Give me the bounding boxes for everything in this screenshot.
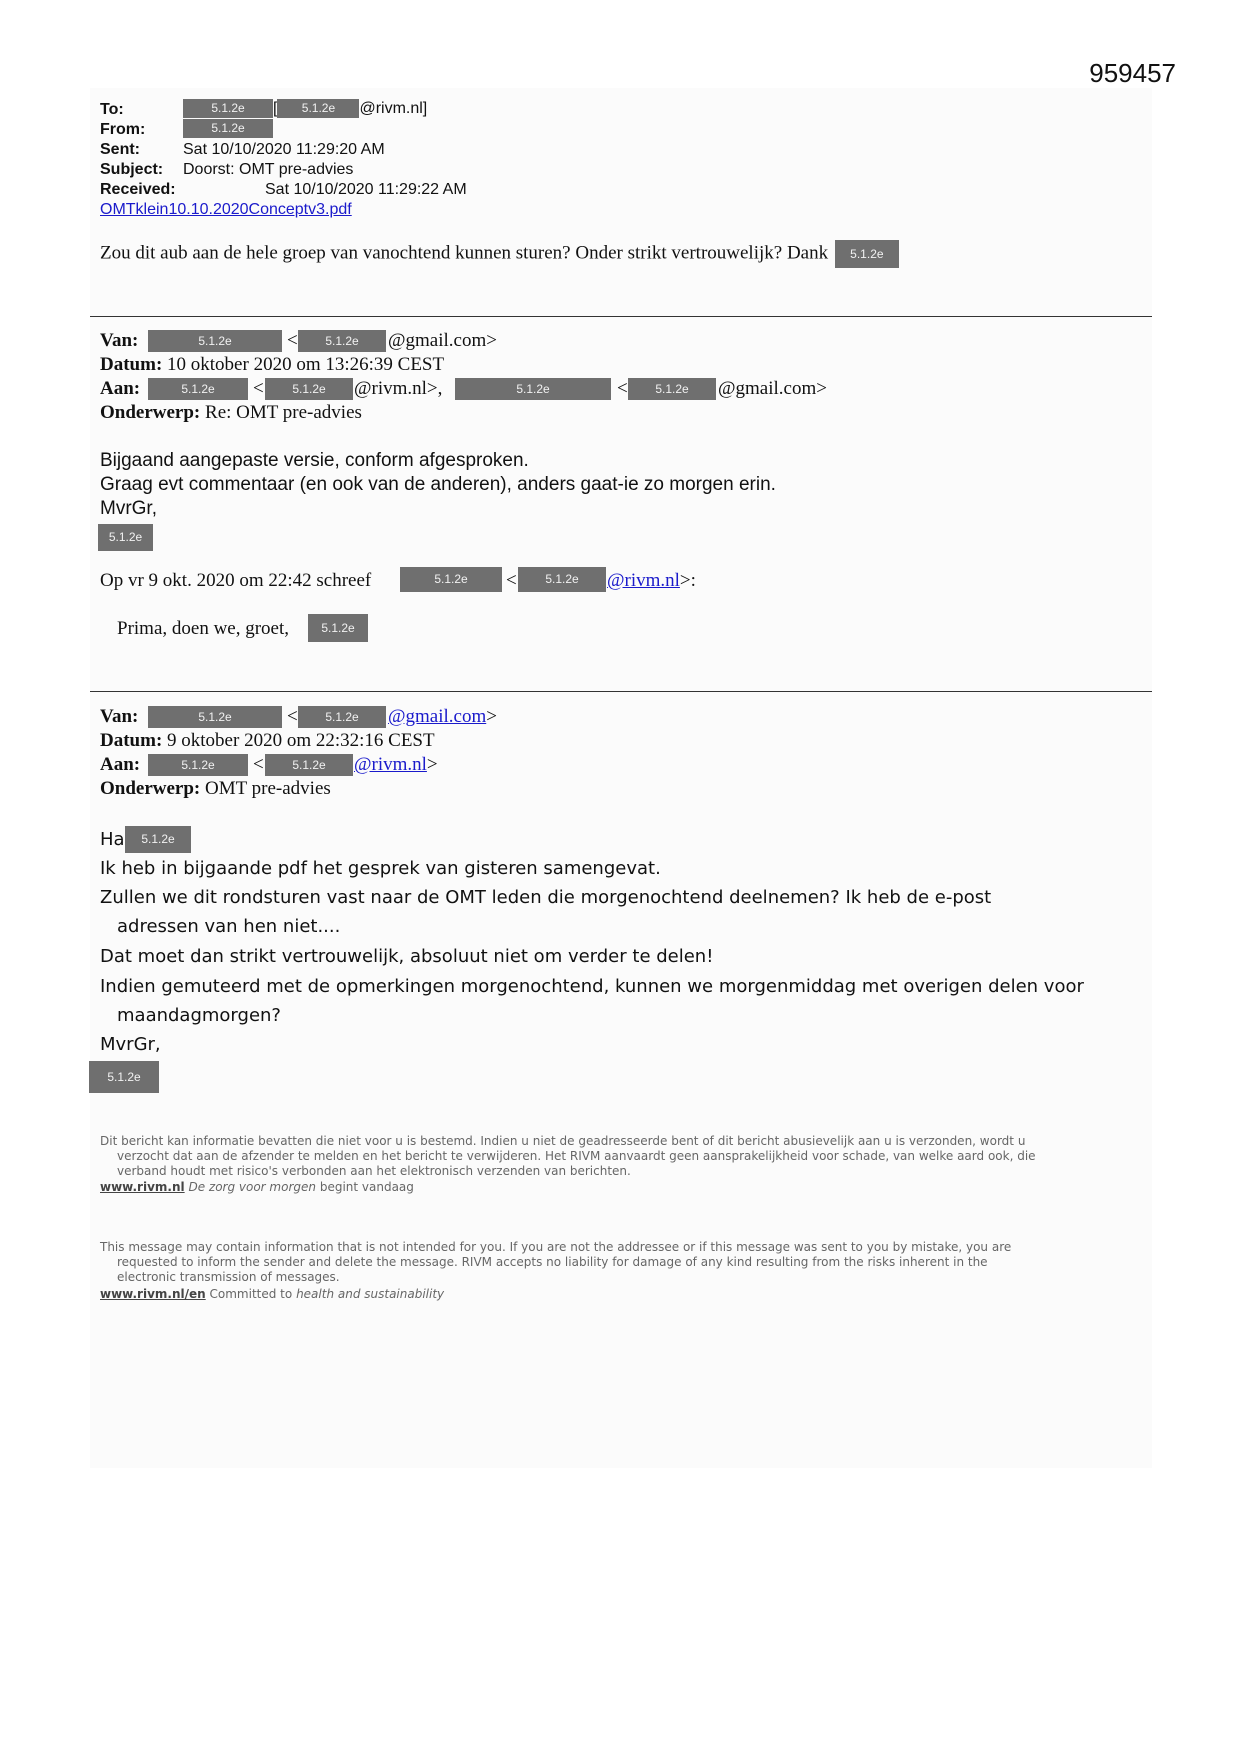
sent-label: Sent: — [100, 141, 140, 158]
quote-intro — [100, 570, 371, 592]
received-label: Received: — [100, 181, 176, 198]
onderwerp-label: Onderwerp: — [100, 402, 201, 423]
lt: < — [506, 570, 517, 591]
from-row — [100, 120, 145, 140]
disclaimer-nl-line: Dit bericht kan informatie bevatten die niet voor u is bestemd. Indien u niet de geadresseerde bent of dit bericht abusievelijk aan u is verzonden, wordt u — [100, 1134, 1026, 1148]
redaction-box: 5.1.2e — [265, 754, 353, 776]
redaction-box: 5.1.2e — [98, 524, 153, 551]
aan-mid: @rivm.nl>, — [354, 378, 443, 399]
redaction-box: 5.1.2e — [277, 99, 359, 118]
van-label: Van: — [100, 330, 139, 351]
redaction-box: 5.1.2e — [518, 567, 606, 592]
datum-label: Datum: — [100, 354, 163, 375]
sent-value: Sat 10/10/2020 11:29:20 AM — [183, 141, 385, 158]
quote-intro-text: Op vr 9 okt. 2020 om 22:42 schreef — [100, 570, 372, 591]
disclaimer-en-line: requested to inform the sender and delete the message. RIVM accepts no liability for damage of any kind resulting from the risks inherent in the — [117, 1255, 988, 1269]
redaction-box: 5.1.2e — [183, 119, 273, 138]
aan-label: Aan: — [100, 754, 141, 775]
mail3-line: MvrGr, — [100, 1034, 161, 1055]
mail3-date — [100, 730, 435, 752]
mail2-body-line: Bijgaand aangepaste versie, conform afgesproken. — [100, 450, 529, 471]
redaction-box: 5.1.2e — [835, 240, 899, 268]
redaction-box: 5.1.2e — [298, 330, 386, 352]
disclaimer-nl-line: verband houdt met risico's verbonden aan het elektronisch verzenden van berichten. — [117, 1164, 631, 1178]
quote-end: >: — [679, 570, 696, 591]
lt: < — [287, 706, 298, 727]
tagline-start: Committed to — [209, 1287, 293, 1301]
lt: < — [253, 754, 264, 775]
lt: < — [253, 378, 264, 399]
subject-label: Subject: — [100, 161, 164, 178]
disclaimer-en-footer — [100, 1287, 444, 1302]
redaction-box: 5.1.2e — [148, 330, 282, 352]
mail3-line: adressen van hen niet.... — [117, 916, 341, 937]
forward-body — [100, 240, 899, 268]
onderwerp-value: Re: OMT pre-advies — [205, 402, 362, 423]
divider — [90, 691, 1152, 692]
disclaimer-nl-line: verzocht dat aan de afzender te melden en het bericht te verwijderen. Het RIVM aanvaardt geen aansprakelijkheid voor schade, van welke aard ook, die — [117, 1149, 1036, 1163]
forward-body-text: Zou dit aub aan de hele groep van vanochtend kunnen sturen? Onder strikt vertrouwelijk? Dank — [100, 242, 829, 264]
recipient-email-link[interactable]: @rivm.nl — [354, 754, 427, 775]
gt: > — [426, 754, 438, 775]
van-label: Van: — [100, 706, 139, 727]
disclaimer-en-line: electronic transmission of messages. — [117, 1270, 340, 1284]
tagline-end: begint vandaag — [319, 1180, 414, 1194]
datum-value: 10 oktober 2020 om 13:26:39 CEST — [167, 354, 445, 375]
disclaimer-en-line: This message may contain information that is not intended for you. If you are not the addressee or if this message was sent to you by mistake, you are — [100, 1240, 1012, 1254]
redaction-box: 5.1.2e — [183, 99, 273, 118]
mail2-subject — [100, 402, 362, 424]
van-suffix: @gmail.com> — [388, 330, 497, 351]
datum-label: Datum: — [100, 730, 163, 751]
subject-row — [100, 160, 163, 180]
received-row — [100, 180, 176, 200]
mail3-line: maandagmorgen? — [117, 1005, 281, 1026]
divider — [90, 316, 1152, 317]
mail2-date — [100, 354, 444, 376]
mail3-line: Zullen we dit rondsturen vast naar de OMT leden die morgenochtend deelnemen? Ik heb de e-post — [100, 887, 992, 908]
mail2-body-line: MvrGr, — [100, 498, 157, 519]
datum-value: 9 oktober 2020 om 22:32:16 CEST — [167, 730, 435, 751]
to-suffix: @rivm.nl] — [359, 100, 428, 117]
aan-suffix: @gmail.com> — [718, 378, 827, 399]
to-value — [183, 99, 427, 119]
redaction-box: 5.1.2e — [455, 378, 611, 400]
van-address — [388, 706, 497, 728]
greeting: Ha — [100, 829, 125, 850]
onderwerp-value: OMT pre-advies — [205, 778, 331, 799]
redaction-box: 5.1.2e — [265, 378, 353, 400]
to-row — [100, 100, 124, 120]
mail2-body-line: Graag evt commentaar (en ook van de anderen), anders gaat-ie zo morgen erin. — [100, 474, 776, 495]
subject-value: Doorst: OMT pre-advies — [183, 161, 354, 178]
onderwerp-label: Onderwerp: — [100, 778, 201, 799]
mail3-subject — [100, 778, 331, 800]
lt: < — [287, 330, 298, 351]
redaction-box: 5.1.2e — [148, 706, 282, 728]
from-label: From: — [100, 121, 146, 138]
disclaimer-nl-footer — [100, 1180, 414, 1195]
aan-label: Aan: — [100, 378, 141, 399]
mail2-to — [100, 378, 140, 400]
redaction-box: 5.1.2e — [298, 706, 386, 728]
sender-email-link[interactable]: @gmail.com — [388, 706, 487, 727]
aan-address — [354, 754, 438, 776]
document-number: 959457 — [1089, 58, 1176, 88]
redaction-box: 5.1.2e — [89, 1061, 159, 1093]
quote-address — [607, 570, 696, 592]
redaction-box: 5.1.2e — [308, 614, 368, 642]
redaction-box: 5.1.2e — [125, 826, 191, 853]
bracket: [ — [273, 100, 278, 117]
mail3-from — [100, 706, 138, 728]
mail2-from — [100, 330, 138, 352]
sent-row — [100, 140, 140, 160]
attachment-link[interactable]: OMTklein10.10.2020Conceptv3.pdf — [100, 201, 352, 218]
tagline: De zorg voor morgen — [188, 1180, 316, 1194]
rivm-link[interactable]: www.rivm.nl — [100, 1180, 185, 1194]
quote-email-link[interactable]: @rivm.nl — [607, 570, 680, 591]
mail3-to — [100, 754, 140, 776]
rivm-en-link[interactable]: www.rivm.nl/en — [100, 1287, 206, 1301]
lt: < — [617, 378, 628, 399]
redaction-box: 5.1.2e — [628, 378, 716, 400]
mail3-line: Dat moet dan strikt vertrouwelijk, absoluut niet om verder te delen! — [100, 946, 714, 967]
gt: > — [486, 706, 497, 727]
tagline: health and sustainability — [296, 1287, 445, 1301]
redaction-box: 5.1.2e — [148, 754, 248, 776]
redaction-box: 5.1.2e — [400, 567, 502, 592]
quote-body: Prima, doen we, groet, — [117, 618, 290, 639]
mail3-line: Indien gemuteerd met de opmerkingen morgenochtend, kunnen we morgenmiddag met overigen delen voor — [100, 976, 1084, 997]
received-value: Sat 10/10/2020 11:29:22 AM — [265, 181, 467, 198]
redaction-box: 5.1.2e — [148, 378, 248, 400]
to-label: To: — [100, 101, 124, 118]
mail3-line: Ik heb in bijgaande pdf het gesprek van gisteren samengevat. — [100, 858, 661, 879]
